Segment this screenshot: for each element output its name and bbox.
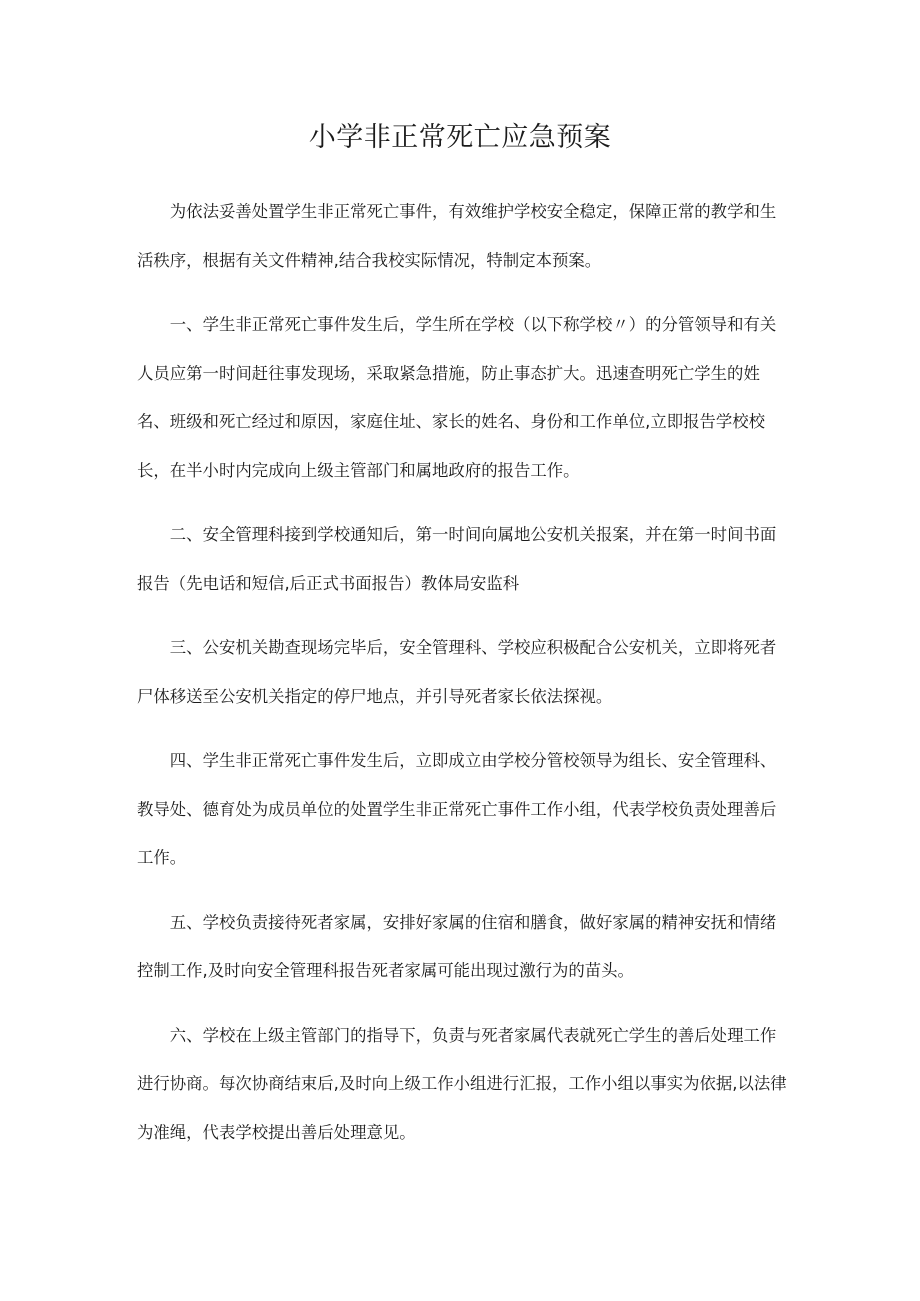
document-title: 小学非正常死亡应急预案	[308, 122, 612, 153]
paragraph-item-1: 一、学生非正常死亡事件发生后，学生所在学校（以下称学校〃）的分管领导和有关人员应第一时间赶往事发现场，采取紧急措施，防止事态扩大。迅速查明死亡学生的姓名、班级和死亡经过和原因，家庭住址、家长的姓名、身份和工作单位,立即报告学校校长，在半小时内完成向上级主管部门和属地政府的报告工作。	[137, 315, 777, 480]
paragraph-item-6: 六、学校在上级主管部门的指导下，负责与死者家属代表就死亡学生的善后处理工作进行协商。每次协商结束后,及时向上级工作小组进行汇报，工作小组以事实为依据,以法律为准绳，代表学校提出善后处理意见。	[137, 1025, 787, 1142]
paragraph-item-5: 五、学校负责接待死者家属，安排好家属的住宿和膳食，做好家属的精神安抚和情绪控制工作,及时向安全管理科报告死者家属可能出现过激行为的苗头。	[137, 912, 777, 980]
paragraph-item-4: 四、学生非正常死亡事件发生后，立即成立由学校分管校领导为组长、安全管理科、教导处、德育处为成员单位的处置学生非正常死亡事件工作小组，代表学校负责处理善后工作。	[137, 751, 777, 867]
document-body	[137, 188, 791, 1173]
paragraph-item-2: 二、安全管理科接到学校通知后，第一时间向属地公安机关报案，并在第一时间书面报告（先电话和短信,后正式书面报告）教体局安监科	[137, 525, 777, 593]
paragraph-item-3: 三、公安机关勘查现场完毕后，安全管理科、学校应积极配合公安机关，立即将死者尸体移送至公安机关指定的停尸地点，并引导死者家长依法探视。	[137, 638, 777, 706]
paragraph-intro: 为依法妥善处置学生非正常死亡事件，有效维护学校安全稳定，保障正常的教学和生活秩序，根据有关文件精神,结合我校实际情况，特制定本预案。	[137, 202, 777, 270]
